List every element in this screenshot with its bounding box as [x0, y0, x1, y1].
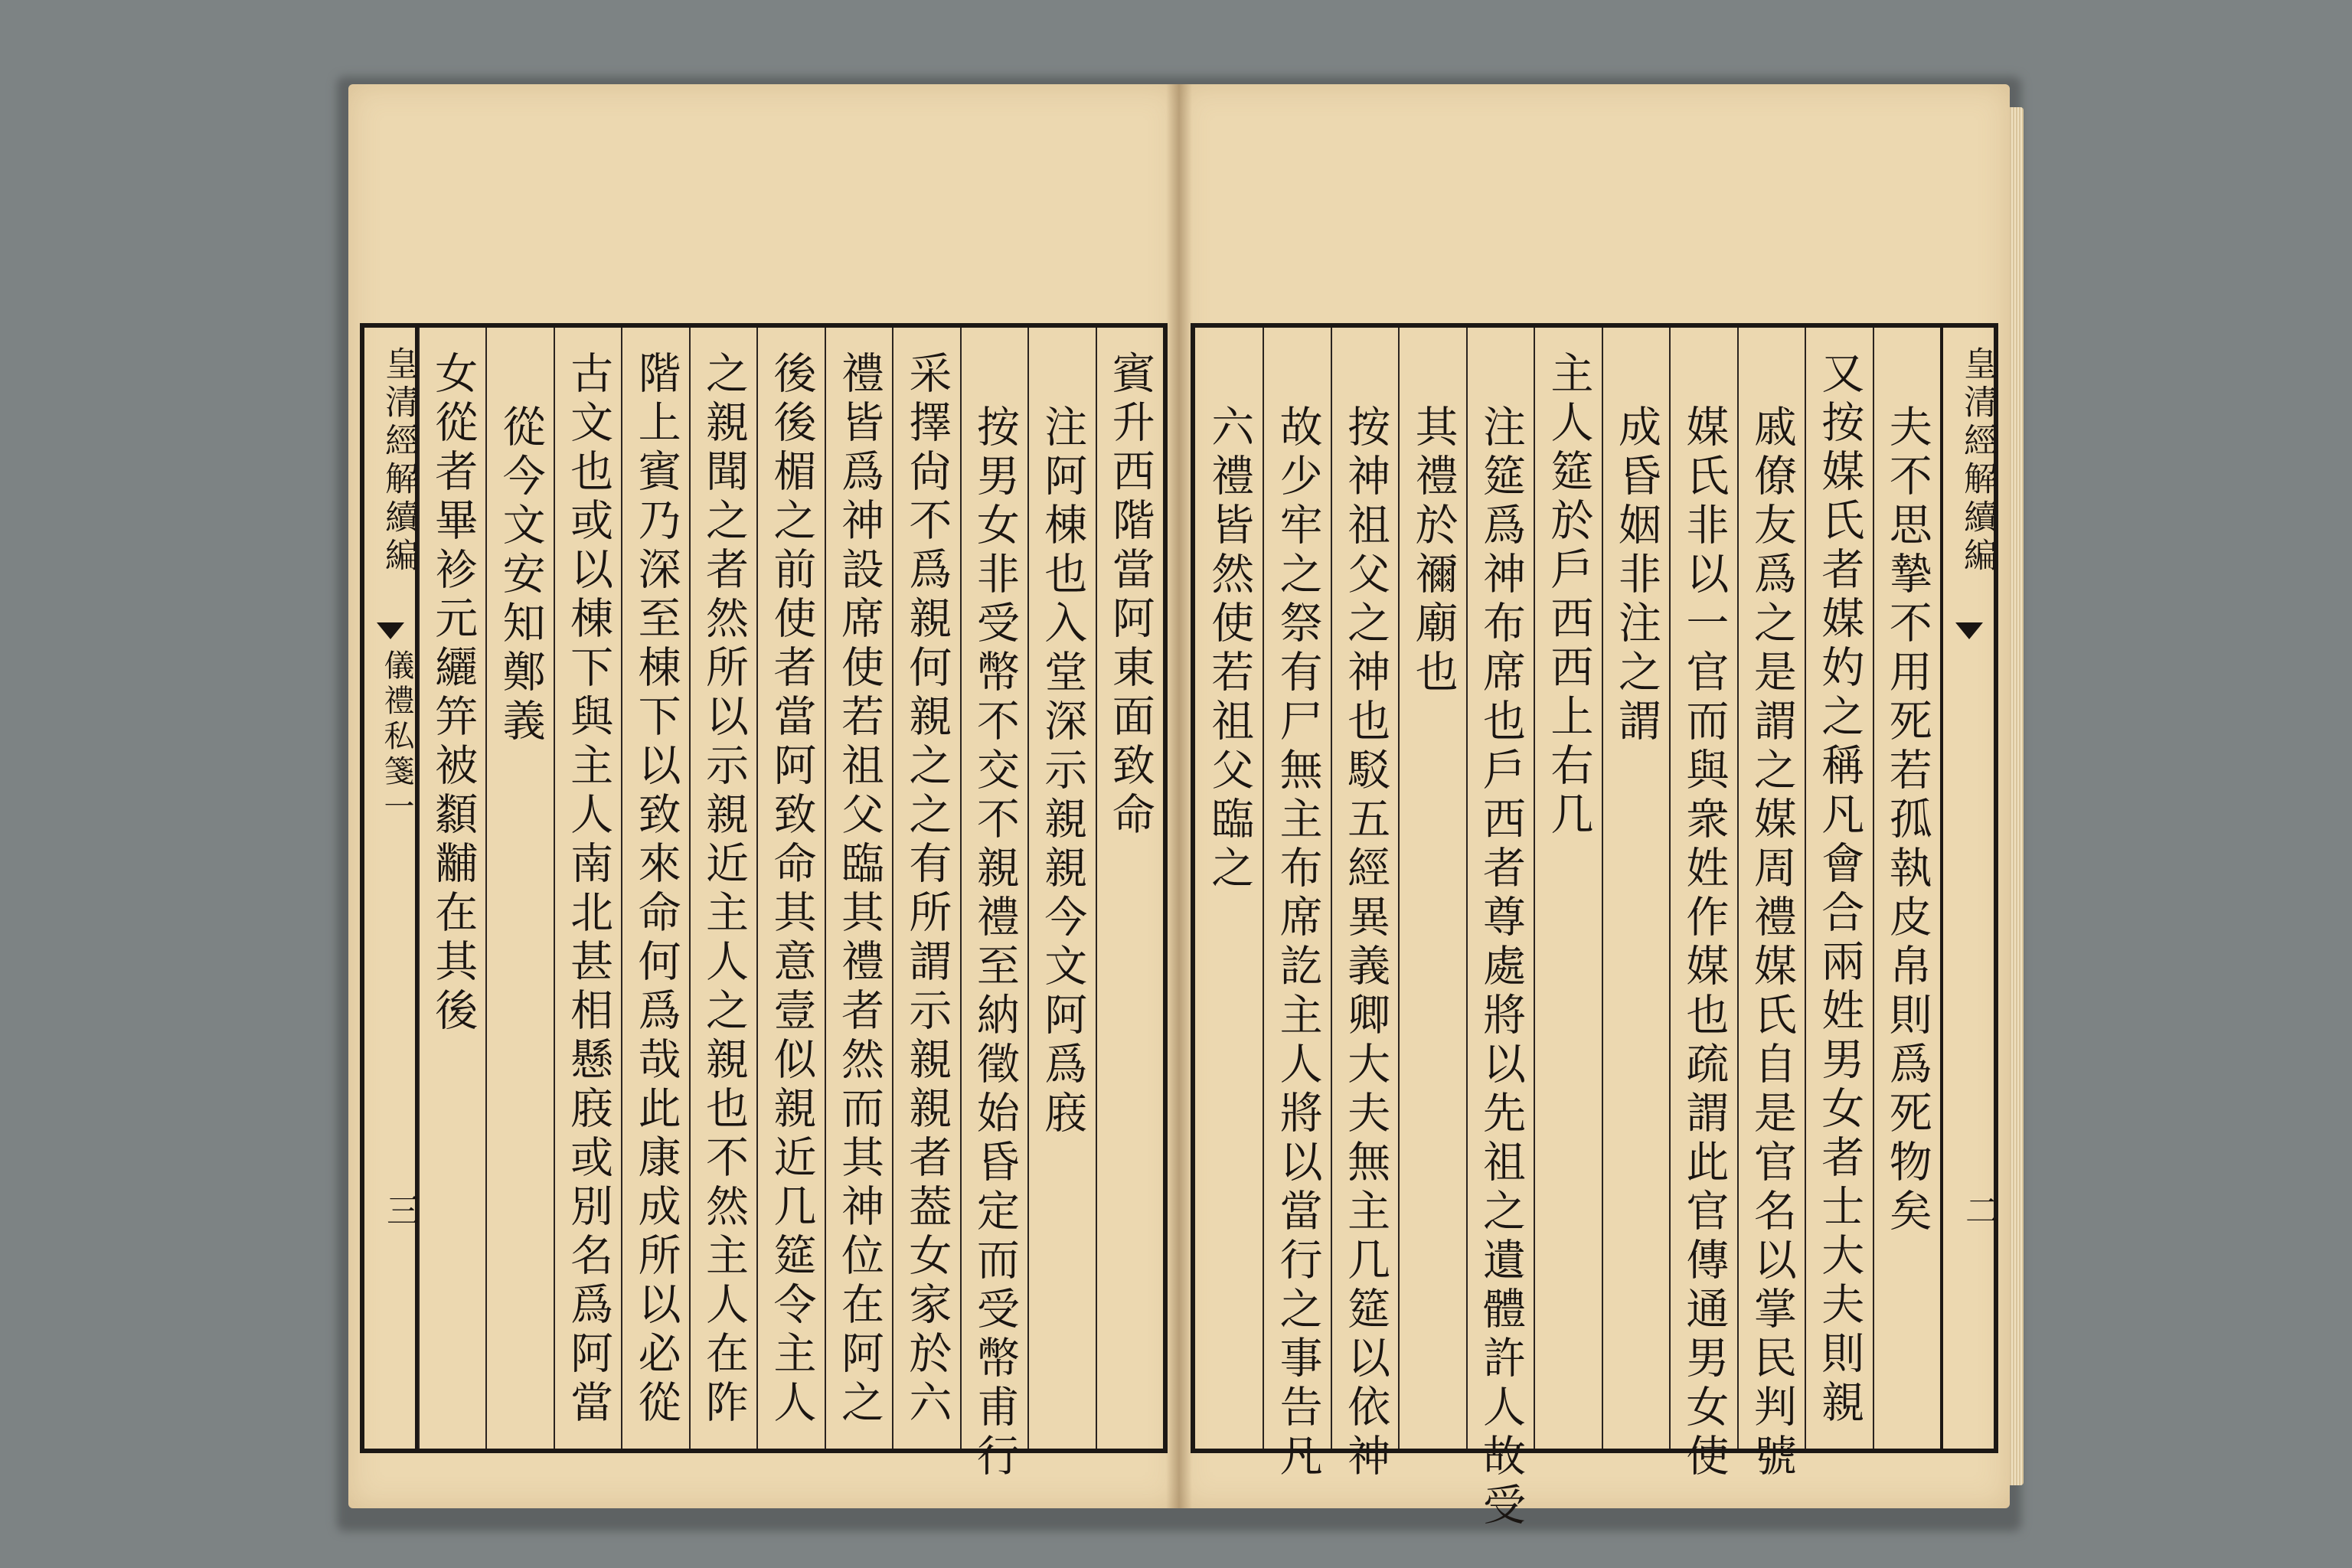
column-text: 主人筵於戶西西上右几 [1544, 351, 1594, 841]
folio-number: 二 [1959, 1193, 1998, 1227]
margin-title: 皇清經解續編 [379, 346, 418, 576]
text-column [1195, 328, 1263, 1449]
column-text: 階上賓乃深至棟下以致來命何爲哉此康成所以必從 [631, 351, 681, 1429]
column-text: 後後楣之前使者當阿致命其意壹似親近几筵令主人 [766, 351, 817, 1429]
column-text: 從今文安知鄭義 [495, 404, 546, 747]
page-edge [2010, 107, 2024, 1485]
column-text: 成昏姻非注之謂 [1611, 404, 1661, 747]
left-text-frame [360, 323, 1168, 1482]
text-column [485, 328, 553, 1449]
text-column [1873, 328, 1940, 1449]
column-text: 夫不思摯不用死若孤執皮帛則爲死物矣 [1882, 404, 1932, 1237]
margin-band [1940, 328, 1998, 1449]
left-page [348, 84, 1179, 1508]
fish-tail-mark [377, 622, 404, 639]
text-column [554, 328, 621, 1449]
column-text: 賓升西階當阿東面致命 [1105, 351, 1155, 841]
column-text: 故少牢之祭有尸無主布席訖主人將以當行之事告凡 [1272, 404, 1323, 1482]
column-text: 六禮皆然使若祖父臨之 [1204, 404, 1255, 894]
text-column [1805, 328, 1872, 1449]
column-text: 采擇尙不爲親何親之之有所謂示親親者葢女家於六 [902, 351, 952, 1429]
column-text: 禮皆爲神設席使若祖父臨其禮者然而其神位在阿之 [834, 351, 884, 1429]
column-text: 媒氏非以一官而與衆姓作媒也疏謂此官傳通男女使 [1679, 404, 1730, 1482]
text-column [689, 328, 756, 1449]
column-text: 其禮於禰廟也 [1408, 404, 1459, 698]
column-text: 古文也或以棟下與主人南北甚相懸庪或別名爲阿當 [564, 351, 614, 1429]
column-text: 按神祖父之神也駁五經異義卿大夫無主几筵以依神 [1341, 404, 1391, 1482]
text-column [1096, 328, 1163, 1449]
fish-tail-mark [1955, 622, 1983, 639]
text-column [825, 328, 892, 1449]
text-column [1737, 328, 1805, 1482]
column-text: 注阿棟也入堂深示親親今文阿爲庪 [1037, 404, 1088, 1139]
text-column [1331, 328, 1398, 1482]
column-text: 又按媒氏者媒妁之稱凡會合兩姓男女者士大夫則親 [1815, 351, 1865, 1429]
margin-band [364, 328, 418, 1449]
text-column [1669, 328, 1736, 1482]
folio-number: 三 [381, 1193, 420, 1227]
text-column [892, 328, 959, 1449]
column-text: 女從者畢袗元纚笄被纇黼在其後 [428, 351, 479, 1037]
margin-section: 儀禮私箋一 [379, 649, 414, 825]
text-column [418, 328, 485, 1449]
text-column [960, 328, 1027, 1482]
column-text: 之親聞之者然所以示親近主人之親也不然主人在阼 [699, 351, 750, 1429]
right-text-frame [1191, 323, 1998, 1531]
book-gutter [1166, 84, 1192, 1508]
text-column [1263, 328, 1330, 1482]
text-column [1534, 328, 1601, 1449]
margin-title: 皇清經解續編 [1958, 346, 1997, 576]
open-book [348, 84, 2017, 1531]
text-column [1027, 328, 1095, 1449]
text-column [756, 328, 824, 1449]
text-column [1602, 328, 1669, 1449]
text-column [1398, 328, 1465, 1449]
column-text: 戚僚友爲之是謂之媒周禮媒氏自是官名以掌民判號 [1746, 404, 1797, 1482]
column-text: 注筵爲神布席也戶西者尊處將以先祖之遺體許人故受 [1476, 404, 1527, 1531]
text-column [621, 328, 688, 1449]
column-text: 按男女非受幣不交不親禮至納徵始昏定而受幣甫行 [969, 404, 1020, 1482]
text-column [1466, 328, 1534, 1531]
